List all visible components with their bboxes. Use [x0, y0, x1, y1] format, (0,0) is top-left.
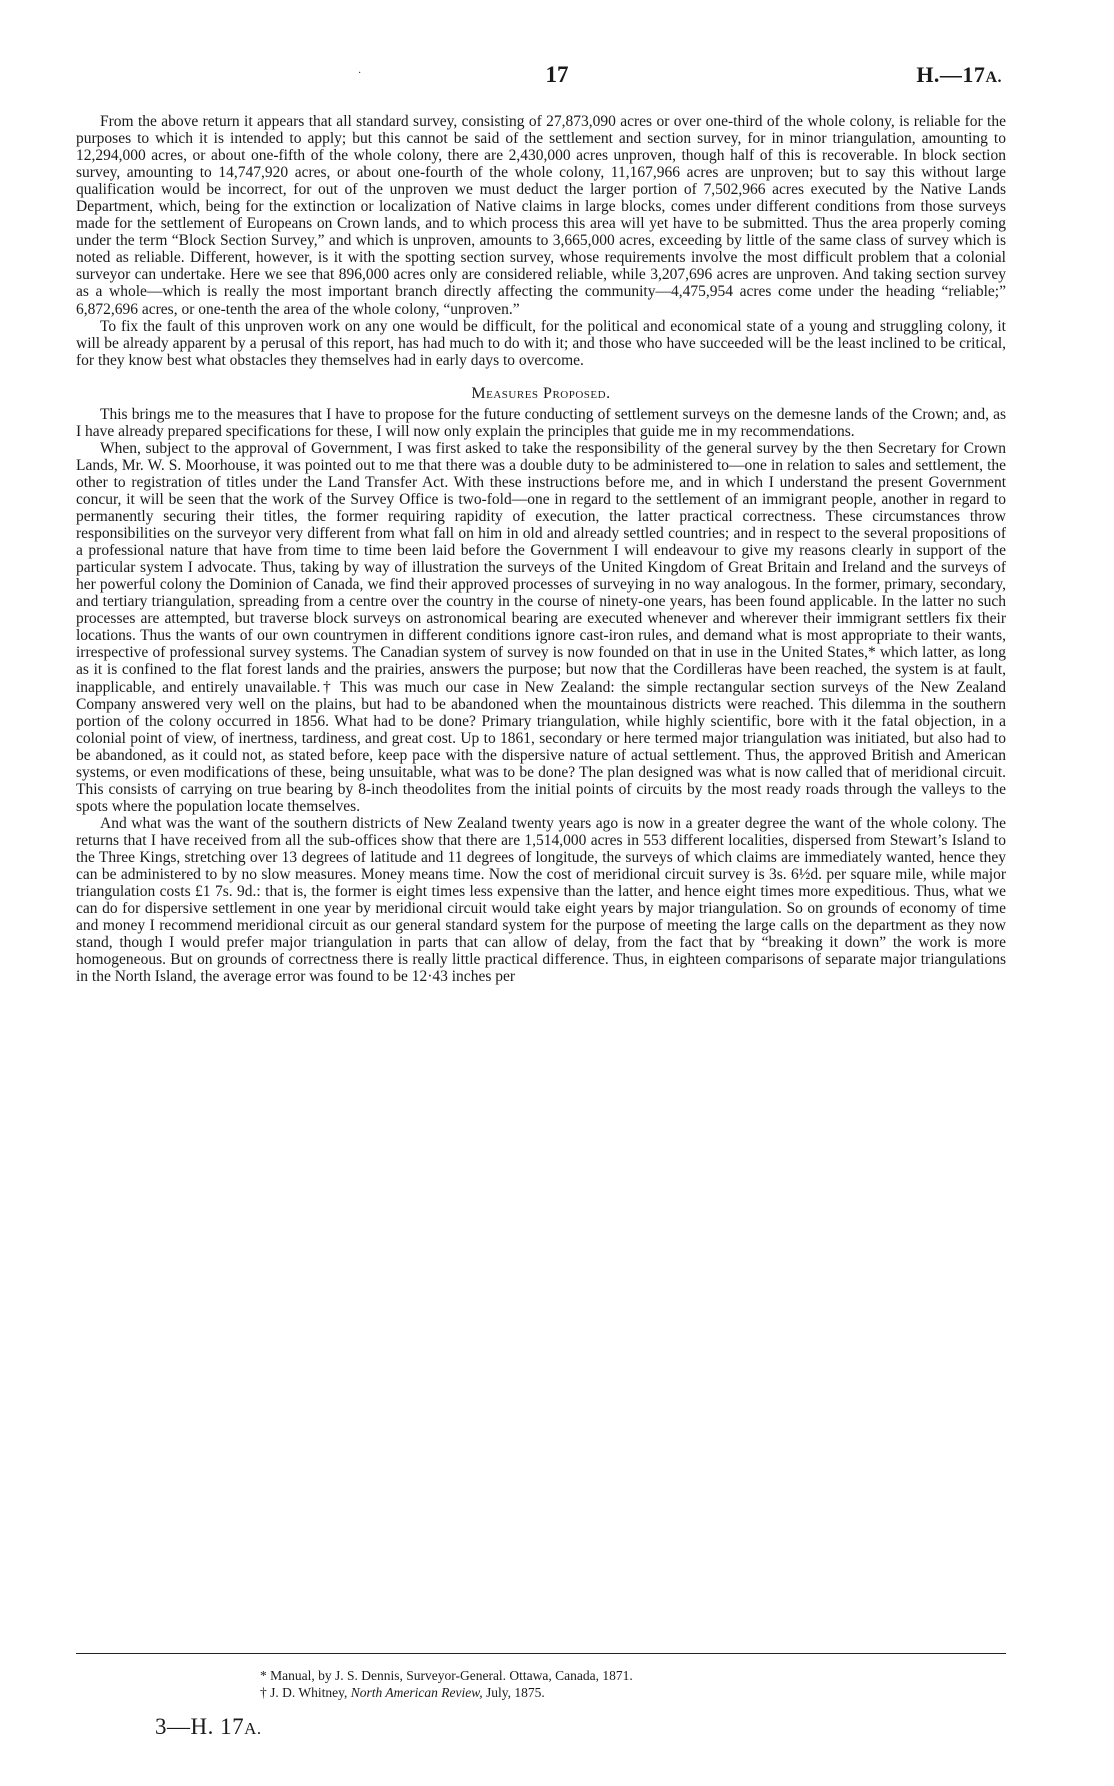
- footnote-2: [260, 1684, 633, 1701]
- document-reference-main: H.—17: [916, 62, 986, 87]
- paragraph: To fix the fault of this unproven work on any one would be difficult, for the political and economical state of a young and struggling colony, it will be already apparent by a perusal of this report, has had much to do with it; and those who have succeeded will be the least inclined to be critical, for they know best what obstacles they themselves had in early days to overcome.: [76, 317, 1006, 369]
- footnote-publication: North American Review,: [350, 1685, 483, 1700]
- sheet-signature-suffix: A.: [244, 1719, 262, 1738]
- section-heading: Measures Proposed.: [471, 384, 611, 402]
- paragraph: From the above return it appears that all standard survey, consisting of 27,873,090 acres or over one-third of the whole colony, is reliable for the purposes to which it is intended to apply; but this cannot be said of the settlement and section survey, for in minor triangulation, amounting to 12,294,000 acres, or about one-fifth of the whole colony, there are 2,430,000 acres unproven, though half of this is recoverable. In block section survey, amounting to 14,747,920 acres, or about one-fourth of the whole colony, 11,167,966 acres are unproven; but to say this without large qualification would be incorrect, for out of the unproven we must deduct the larger portion of 7,502,966 acres executed by the Native Lands Department, which, being for the extinction or localization of Native claims in large blocks, comes under different conditions from those surveys made for the settlement of Europeans on Crown lands, and to which process this area will yet have to be submitted. Thus the area properly coming under the term “Block Section Survey,” and which is unproven, amounts to 3,665,000 acres, exceeding by little of the same class of survey which is noted as reliable. Different, however, is it with the spotting section survey, whose requirements involve the most difficult problem that a colonial surveyor can undertake. Here we see that 896,000 acres only are considered reliable, while 3,207,696 acres are unproven. And taking section survey as a whole—which is really the most important branch directly affecting the community—4,475,954 acres come under the heading “reliable;” 6,872,696 acres, or one-tenth the area of the whole colony, “unproven.”: [76, 113, 1006, 318]
- footnote-text: Manual, by J. S. Dennis, Surveyor-General. Ottawa, Canada, 1871.: [270, 1668, 633, 1683]
- page-number: 17: [545, 62, 569, 87]
- footnote-divider: [76, 1653, 1006, 1654]
- document-reference-suffix: A.: [985, 69, 1002, 86]
- body-text: [76, 113, 1006, 985]
- paragraph: This brings me to the measures that I have to propose for the future conducting of settlement surveys on the demesne lands of the Crown; and, as I have already prepared specifications for these, I will now only explain the principles that guide me in my recommendations.: [76, 405, 1006, 440]
- footnotes: [260, 1667, 633, 1701]
- paragraph: And what was the want of the southern districts of New Zealand twenty years ago is now in a greater degree the want of the whole colony. The returns that I have received from all the sub-offices show that there are 1,514,000 acres in 553 different localities, dispersed from Stewart’s Island to the Three Kings, stretching over 13 degrees of latitude and 11 degrees of longitude, the surveys of which claims are immediately wanted, hence they can be administered to by no slow measures. Money means time. Now the cost of meridional circuit survey is 3s. 6½d. per square mile, while major triangulation costs £1 7s. 9d.: that is, the former is eight times less expensive than the latter, and hence eight times more expeditious. Thus, what we can do for dispersive settlement in one year by meridional circuit would take eight years by major triangulation. So on grounds of economy of time and money I recommend meridional circuit as our general standard system for the purpose of meeting the large calls on the department as they now stand, though I would prefer major triangulation in parts that can allow of delay, from the fact that by “breaking it down” the work is more homogeneous. But on grounds of correctness there is really little practical difference. Thus, in eighteen comparisons of separate major triangulations in the North Island, the average error was found to be 12·43 inches per: [76, 814, 1006, 986]
- footnote-mark: *: [260, 1668, 267, 1683]
- sheet-signature-main: 3—H. 17: [155, 1714, 245, 1739]
- page-speck: ·: [358, 68, 362, 79]
- footnote-mark: †: [260, 1685, 267, 1700]
- paragraph: When, subject to the approval of Government, I was first asked to take the responsibility of the general survey by the then Secretary for Crown Lands, Mr. W. S. Moorhouse, it was pointed out to me that there was a double duty to be administered to—one in relation to sales and settlement, the other to registration of titles under the Land Transfer Act. With these instructions before me, and in which I understand the present Government concur, it will be seen that the work of the Survey Office is two-fold—one in regard to the settlement of an immigrant people, another in regard to permanently securing their titles, the former requiring rapidity of execution, the latter practical correctness. These circumstances throw responsibilities on the surveyor very different from what fall on him in old and already settled countries; and in respect to the several propositions of a professional nature that have from time to time been laid before the Government I will endeavour to give my reasons clearly in support of the particular system I advocate. Thus, taking by way of illustration the surveys of the United Kingdom of Great Britain and Ireland and the surveys of her powerful colony the Dominion of Canada, we find their approved processes of surveying in no way analogous. In the former, primary, secondary, and tertiary triangulation, spreading from a centre over the country in the course of ninety-one years, has been found applicable. In the latter no such processes are attempted, but traverse block surveys on astronomical bearing are executed whenever and wherever their immigrant settlers fix their locations. Thus the wants of our own countrymen in different conditions ignore cast-iron rules, and demand what is most appropriate to their wants, irrespective of professional survey systems. The Canadian system of survey is now founded on that in use in the United States,* which latter, as long as it is confined to the flat forest lands and the prairies, answers the purpose; but now that the Cordilleras have been reached, the system is at fault, inapplicable, and entirely unavailable.† This was much our case in New Zealand: the simple rectangular section surveys of the New Zealand Company answered very well on the plains, but had to be abandoned when the mountainous districts were reached. This dilemma in the southern portion of the colony occurred in 1856. What had to be done? Primary triangulation, while highly scientific, bore with it the fatal objection, in a colonial point of view, of inertness, tardiness, and great cost. Up to 1861, secondary or here termed major triangulation was initiated, but also had to be abandoned, as it could not, as stated before, keep pace with the dispersive nature of actual settlement. Thus, the approved British and American systems, or even modifications of these, being unsuitable, what was to be done? The plan designed was what is now called that of meridional circuit. This consists of carrying on true bearing by 8-inch theodolites from the initial points of circuits by the most ready roads through the valleys to the spots where the population locate themselves.: [76, 439, 1006, 815]
- footnote-date: July, 1875.: [485, 1685, 545, 1700]
- footnote-author: J. D. Whitney,: [270, 1685, 348, 1700]
- page-header: [0, 62, 1114, 92]
- sheet-signature: [155, 1714, 262, 1740]
- footnote-1: [260, 1667, 633, 1684]
- document-reference: [916, 62, 1002, 88]
